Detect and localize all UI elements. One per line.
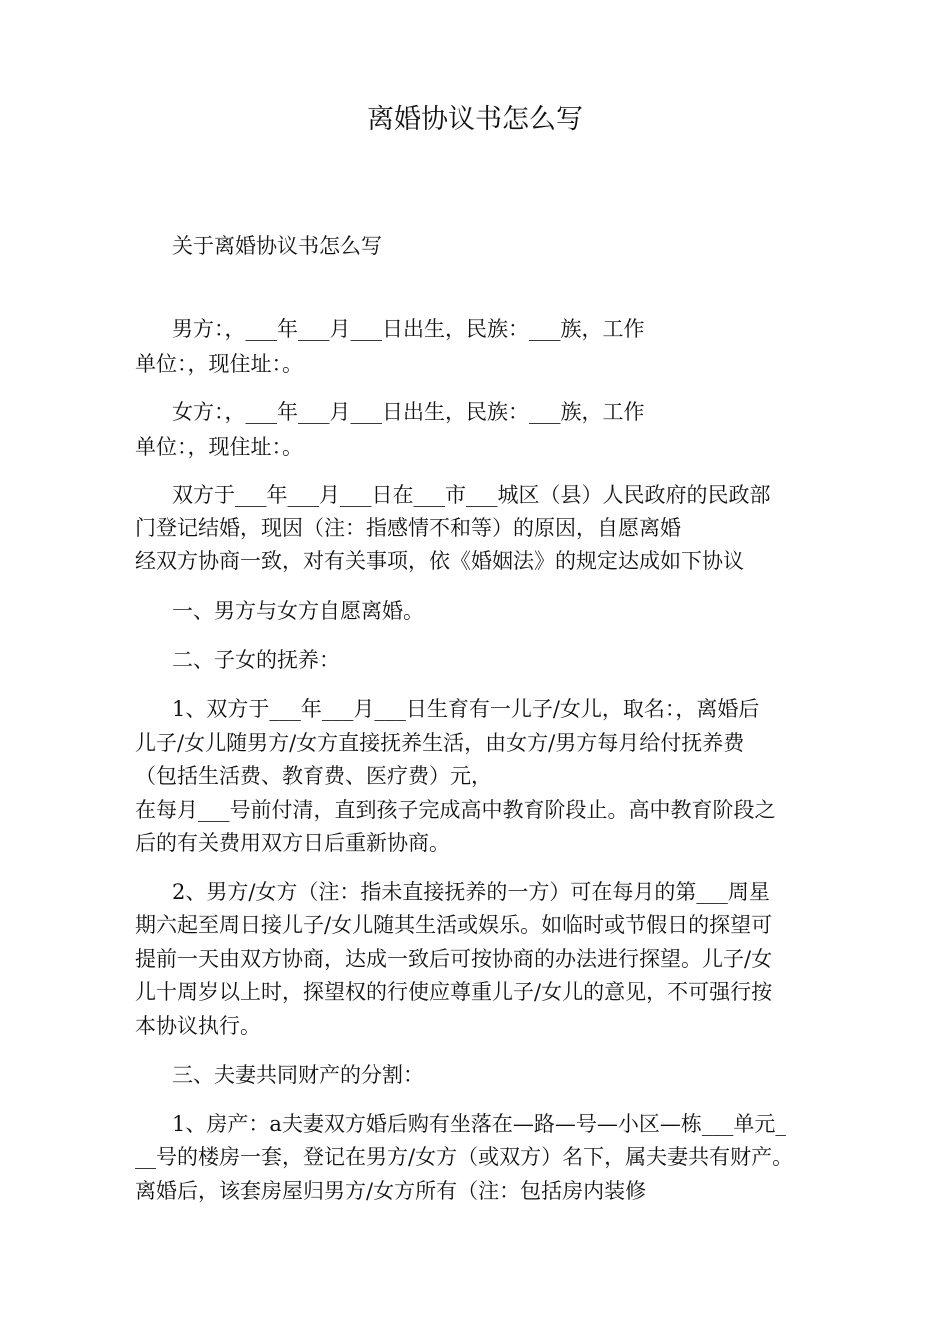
text-line: 经双方协商一致，对有关事项，依《婚姻法》的规定达成如下协议 [135, 549, 744, 573]
text-line: 在每月___号前付清，直到孩子完成高中教育阶段止。高中教育阶段之 [135, 798, 776, 822]
text-line: 1、双方于___年___月___日生育有一儿子/女儿，取名：，离婚后 [172, 697, 760, 721]
text-line: 离婚后，该套房屋归男方/女方所有（注：包括房内装修 [135, 1179, 647, 1203]
text-line: 1、房产：a夫妻双方婚后购有坐落在—路—号—小区—栋___单元_ [172, 1112, 786, 1136]
text-line: 女方：，___年___月___日出生，民族：___族，工作 [172, 400, 645, 424]
text-line: __号的楼房一套，登记在男方/女方（或双方）名下，属夫妻共有财产。 [135, 1145, 794, 1169]
text-line: 期六起至周日接儿子/女儿随其生活或娱乐。如临时或节假日的探望可 [135, 913, 773, 937]
text-line: 单位：，现住址：。 [135, 435, 303, 459]
section-heading: 三、夫妻共同财产的分割： [172, 1063, 424, 1087]
text-line: 2、男方/女方（注：指未直接抚养的一方）可在每月的第___周星 [172, 880, 770, 904]
text-line: 双方于___年___月___日在___市___城区（县）人民政府的民政部 [172, 483, 771, 507]
text-line: 男方：，___年___月___日出生，民族：___族，工作 [172, 317, 645, 341]
text-line: 儿子/女儿随男方/女方直接抚养生活，由女方/男方每月给付抚养费 [135, 731, 745, 755]
section-heading: 一、男方与女方自愿离婚。 [172, 599, 424, 623]
text-line: 单位：，现住址：。 [135, 352, 303, 376]
text-line: 儿十周岁以上时，探望权的行使应尊重儿子/女儿的意见，不可强行按 [135, 980, 773, 1004]
section-heading: 二、子女的抚养： [172, 648, 340, 672]
text-line: 提前一天由双方协商，达成一致后可按协商的办法进行探望。儿子/女 [135, 947, 773, 971]
document-subtitle: 关于离婚协议书怎么写 [172, 234, 382, 258]
text-line: 门登记结婚，现因（注：指感情不和等）的原因，自愿离婚 [135, 516, 681, 540]
text-line: （包括生活费、教育费、医疗费）元， [135, 764, 492, 788]
text-line: 后的有关费用双方日后重新协商。 [135, 831, 450, 855]
document-title: 离婚协议书怎么写 [367, 104, 583, 135]
text-line: 本协议执行。 [135, 1014, 261, 1038]
